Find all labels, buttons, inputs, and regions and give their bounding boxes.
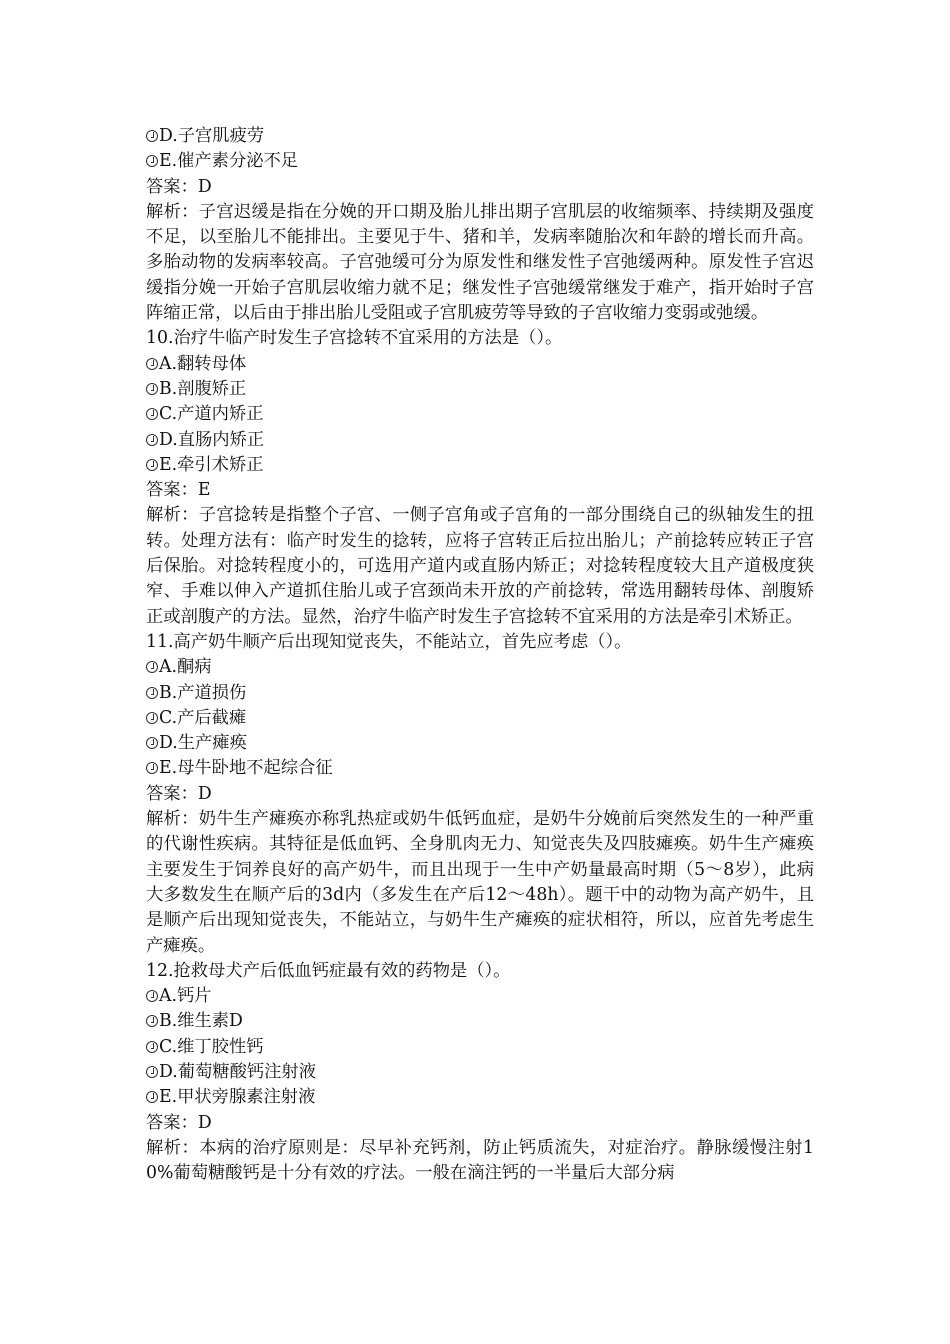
option-letter: A.	[159, 986, 177, 1007]
option-text: 翻转母体	[176, 353, 247, 374]
option-item	[146, 1060, 814, 1085]
answer-line: 答案：E	[146, 480, 211, 501]
radio-icon	[146, 1091, 158, 1103]
option-letter: E.	[159, 151, 178, 172]
option-letter: A.	[159, 657, 177, 678]
option-text: 甲状旁腺素注射液	[177, 1087, 316, 1108]
question-stem: 12.抢救母犬产后低血钙症最有效的药物是（）。	[146, 960, 511, 981]
option-text: 产道内矫正	[177, 404, 264, 425]
option-text: 生产瘫痪	[177, 733, 247, 754]
option-letter: B.	[159, 1011, 178, 1032]
option-text: 母牛卧地不起综合征	[177, 758, 333, 779]
option-text: 子宫肌疲劳	[177, 126, 265, 146]
option-text: 催产素分泌不足	[177, 151, 299, 172]
option-text: 维丁胶性钙	[177, 1036, 264, 1057]
option-item	[146, 352, 814, 377]
analysis-paragraph: 解析：子宫捻转是指整个子宫、一侧子宫角或子宫角的一部分围绕自己的纵轴发生的扭转。处理方法有：临产时发生的捻转，应将子宫转正后拉出胎儿；产前捻转应转正子宫后保胎。对捻转程度小的，可选用产道内或直肠内矫正；对捻转程度较大且产道极度狭窄、手难以伸入产道抓住胎儿或子宫颈尚未开放的产前捻转，常选用翻转母体、剖腹矫正或剖腹产的方法。显然，治疗牛临产时发生子宫捻转不宜采用的方法是牵引术矫正。	[146, 505, 814, 627]
option-letter: D.	[159, 429, 178, 450]
option-item	[146, 402, 814, 427]
option-item	[146, 377, 814, 402]
option-item	[146, 124, 814, 149]
radio-icon	[146, 712, 158, 724]
radio-icon	[146, 434, 158, 446]
option-item	[146, 984, 814, 1009]
radio-icon	[146, 358, 158, 370]
radio-icon	[146, 1066, 158, 1078]
radio-icon	[146, 737, 158, 749]
option-text: 酮病	[176, 657, 212, 678]
radio-icon	[146, 155, 158, 167]
option-text: 维生素D	[177, 1011, 243, 1032]
analysis-paragraph: 解析：奶牛生产瘫痪亦称乳热症或奶牛低钙血症，是奶牛分娩前后突然发生的一种严重的代谢性疾病。其特征是低血钙、全身肌肉无力、知觉丧失及四肢瘫痪。奶牛生产瘫痪主要发生于饲养良好的高产奶牛，而且出现于一生中产奶量最高时期（5～8岁），此病大多数发生在顺产后的3d内（多发生在产后12～48h）。题干中的动物为高产奶牛，且是顺产后出现知觉丧失，不能站立，与奶牛生产瘫痪的症状相符，所以，应首先考虑生产瘫痪。	[146, 809, 814, 956]
option-item	[146, 1035, 814, 1060]
answer-line: 答案：D	[146, 176, 212, 197]
analysis-paragraph: 解析：子宫迟缓是指在分娩的开口期及胎儿排出期子宫肌层的收缩频率、持续期及强度不足，以至胎儿不能排出。主要见于牛、猪和羊，发病率随胎次和年龄的增长而升高。多胎动物的发病率较高。子宫弛缓可分为原发性和继发性子宫弛缓两种。原发性子宫迟缓指分娩一开始子宫肌层收缩力就不足；继发性子宫弛缓常继发于难产，指开始时子宫阵缩正常，以后由于排出胎儿受阻或子宫肌疲劳等导致的子宫收缩力变弱或弛缓。	[146, 201, 814, 324]
option-letter: B.	[159, 682, 178, 703]
radio-icon	[146, 130, 158, 142]
question-stem: 11.高产奶牛顺产后出现知觉丧失，不能站立，首先应考虑（）。	[146, 631, 632, 652]
option-text: 产后截瘫	[177, 707, 247, 728]
option-letter: E.	[159, 1087, 178, 1108]
radio-icon	[146, 459, 158, 471]
option-item	[146, 706, 814, 731]
radio-icon	[146, 1041, 158, 1053]
question-stem: 10.治疗牛临产时发生子宫捻转不宜采用的方法是（）。	[146, 328, 563, 349]
option-item	[146, 756, 814, 781]
option-text: 牵引术矫正	[177, 454, 264, 475]
option-text: 钙片	[176, 986, 212, 1007]
option-letter: A.	[159, 353, 177, 374]
document-page	[146, 124, 814, 1186]
analysis-paragraph: 解析：本病的治疗原则是：尽早补充钙剂，防止钙质流失，对症治疗。静脉缓慢注射10%葡萄糖酸钙是十分有效的疗法。一般在滴注钙的一半量后大部分病	[146, 1137, 814, 1184]
option-item	[146, 1009, 814, 1034]
option-text: 葡萄糖酸钙注射液	[177, 1061, 316, 1082]
radio-icon	[146, 1015, 158, 1027]
option-letter: C.	[159, 707, 178, 728]
option-letter: B.	[159, 378, 178, 399]
option-text: 产道损伤	[177, 682, 247, 703]
option-item	[146, 681, 814, 706]
answer-line: 答案：D	[146, 1112, 212, 1133]
option-letter: C.	[159, 404, 178, 425]
radio-icon	[146, 383, 158, 395]
option-letter: D.	[159, 733, 178, 754]
option-item	[146, 655, 814, 680]
option-item	[146, 453, 814, 478]
option-item	[146, 428, 814, 453]
radio-icon	[146, 661, 158, 673]
radio-icon	[146, 762, 158, 774]
option-letter: D.	[159, 126, 178, 146]
answer-line: 答案：D	[146, 783, 212, 804]
option-item	[146, 1085, 814, 1110]
option-letter: C.	[159, 1036, 178, 1057]
option-text: 剖腹矫正	[177, 378, 247, 399]
option-item	[146, 731, 814, 756]
option-letter: D.	[159, 1061, 178, 1082]
option-letter: E.	[159, 454, 178, 475]
radio-icon	[146, 408, 158, 420]
radio-icon	[146, 990, 158, 1002]
radio-icon	[146, 687, 158, 699]
option-text: 直肠内矫正	[177, 429, 265, 450]
option-item	[146, 149, 814, 174]
option-letter: E.	[159, 758, 178, 779]
